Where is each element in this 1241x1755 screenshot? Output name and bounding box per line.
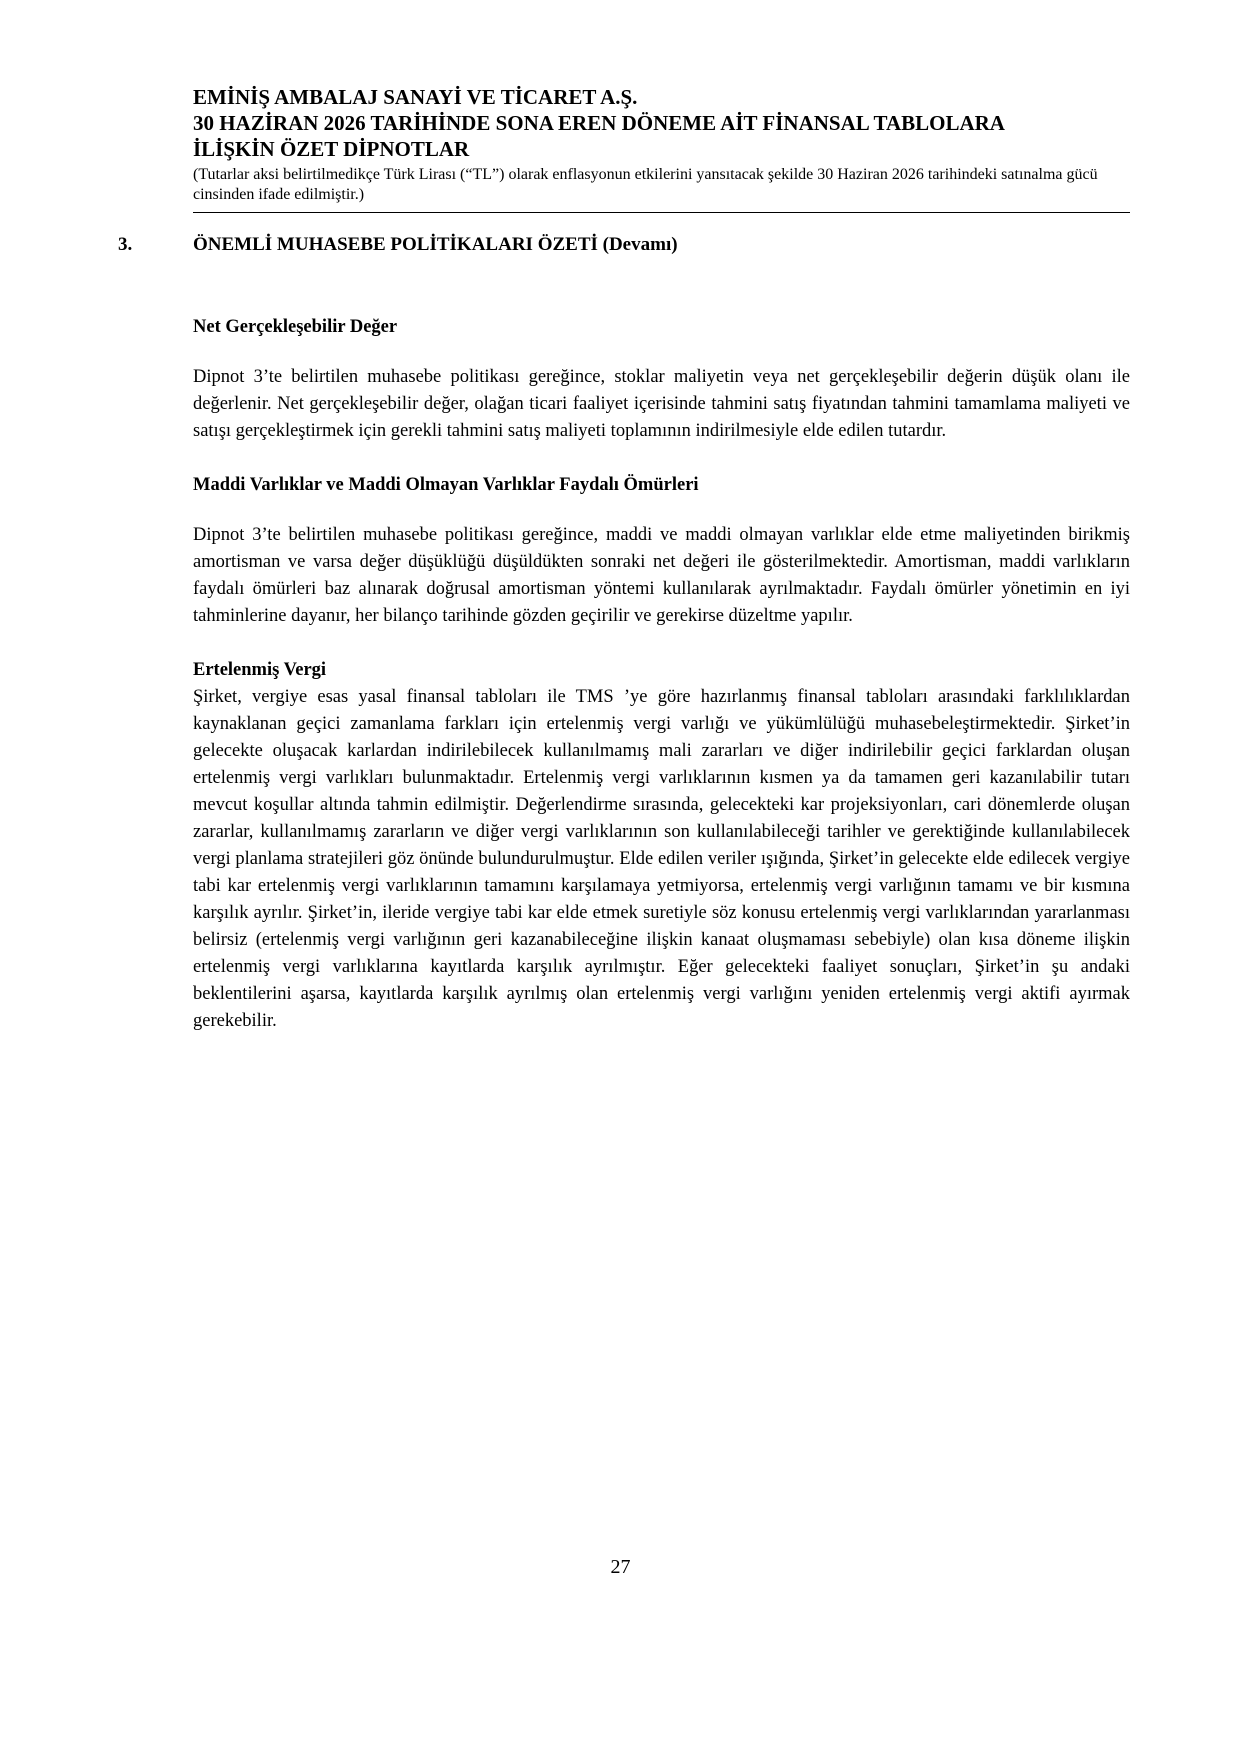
subsection-heading-net-realizable-value: Net Gerçekleşebilir Değer — [193, 317, 398, 337]
section-title: ÖNEMLİ MUHASEBE POLİTİKALARI ÖZETİ (Devamı) — [193, 234, 678, 255]
paragraph-deferred-tax: Şirket, vergiye esas yasal finansal tabloları ile TMS ’ye göre hazırlanmış finansal tabloları arasındaki farklılıklardan kaynaklanan geçici zamanlama farkları için ertelenmiş vergi varlığı ve yükümlülüğü muhasebeleştirmektedir. Şirket’in gelecekte oluşacak karlardan indirilebilecek kullanılmamış mali zararları ve diğer indirilebilir geçici farklardan oluşan ertelenmiş vergi varlıkları bulunmaktadır. Ertelenmiş vergi varlıklarının kısmen ya da tamamen geri kazanılabilir tutarı mevcut koşullar altında tahmin edilmiştir. Değerlendirme sırasında, gelecekteki kar projeksiyonları, cari dönemlerde oluşan zararlar, kullanılmamış zararların ve diğer vergi varlıklarının son kullanılabileceği tarihler ve gerektiğinde kullanılabilecek vergi planlama stratejileri göz önünde bulundurulmuştur. Elde edilen veriler ışığında, Şirket’in gelecekte elde edilecek vergiye tabi kar ertelenmiş vergi varlıklarının tamamını karşılamaya yetmiyorsa, ertelenmiş vergi varlığının tamamı ve bir kısmına karşılık ayrılır. Şirket’in, ileride vergiye tabi kar elde etmek suretiyle söz konusu ertelenmiş vergi varlıklarından yararlanması belirsiz (ertelenmiş vergi varlığının geri kazanabileceğine ilişkin kanaat oluşmaması sebebiyle) olan kısa döneme ilişkin ertelenmiş vergi varlıklarına kayıtlarda karşılık ayrılmıştır. Eğer gelecekteki faaliyet sonuçları, Şirket’in şu andaki beklentilerini aşarsa, kayıtlarda karşılık ayrılmış olan ertelenmiş vergi varlığını yeniden ertelenmiş vergi aktifi ayırmak gerekebilir. — [193, 687, 1130, 1031]
document-body — [193, 314, 1130, 1035]
subsection-heading-useful-lives: Maddi Varlıklar ve Maddi Olmayan Varlıklar Faydalı Ömürleri — [193, 475, 699, 495]
company-name: EMİNİŞ AMBALAJ SANAYİ VE TİCARET A.Ş. — [193, 85, 638, 109]
document-header — [193, 84, 1130, 205]
currency-note: (Tutarlar aksi belirtilmedikçe Türk Lirası (“TL”) olarak enflasyonun etkilerini yansıtacak şekilde 30 Haziran 2026 tarihindeki satınalma gücü cinsinden ifade edilmiştir.) — [193, 166, 1098, 203]
paragraph-useful-lives: Dipnot 3’te belirtilen muhasebe politikası gereğince, maddi ve maddi olmayan varlıklar elde etme maliyetinden birikmiş amortisman ve varsa değer düşüklüğü düşüldükten sonraki net değeri ile gösterilmektedir. Amortisman, maddi varlıkların faydalı ömürleri baz alınarak doğrusal amortisman yöntemi kullanılarak ayrılmaktadır. Faydalı ömürler yönetimin en iyi tahminlerine dayanır, her bilanço tarihinde gözden geçirilir ve gerekirse düzeltme yapılır. — [193, 525, 1130, 626]
header-divider — [193, 212, 1130, 213]
section-number: 3. — [118, 234, 133, 255]
paragraph-net-realizable-value: Dipnot 3’te belirtilen muhasebe politikası gereğince, stoklar maliyetin veya net gerçekleşebilir değerin düşük olanı ile değerlenir. Net gerçekleşebilir değer, olağan ticari faaliyet içerisinde tahmini satış fiyatından tahmini tamamlama maliyeti ve satışı gerçekleştirmek için gerekli tahmini satış maliyeti toplamının indirilmesiyle elde edilen tutardır. — [193, 367, 1130, 441]
page-number: 27 — [610, 1556, 631, 1578]
report-title-line1: 30 HAZİRAN 2026 TARİHİNDE SONA EREN DÖNEME AİT FİNANSAL TABLOLARA — [193, 111, 1005, 135]
subsection-heading-deferred-tax: Ertelenmiş Vergi — [193, 660, 327, 680]
report-title-line2: İLİŞKİN ÖZET DİPNOTLAR — [193, 137, 470, 161]
